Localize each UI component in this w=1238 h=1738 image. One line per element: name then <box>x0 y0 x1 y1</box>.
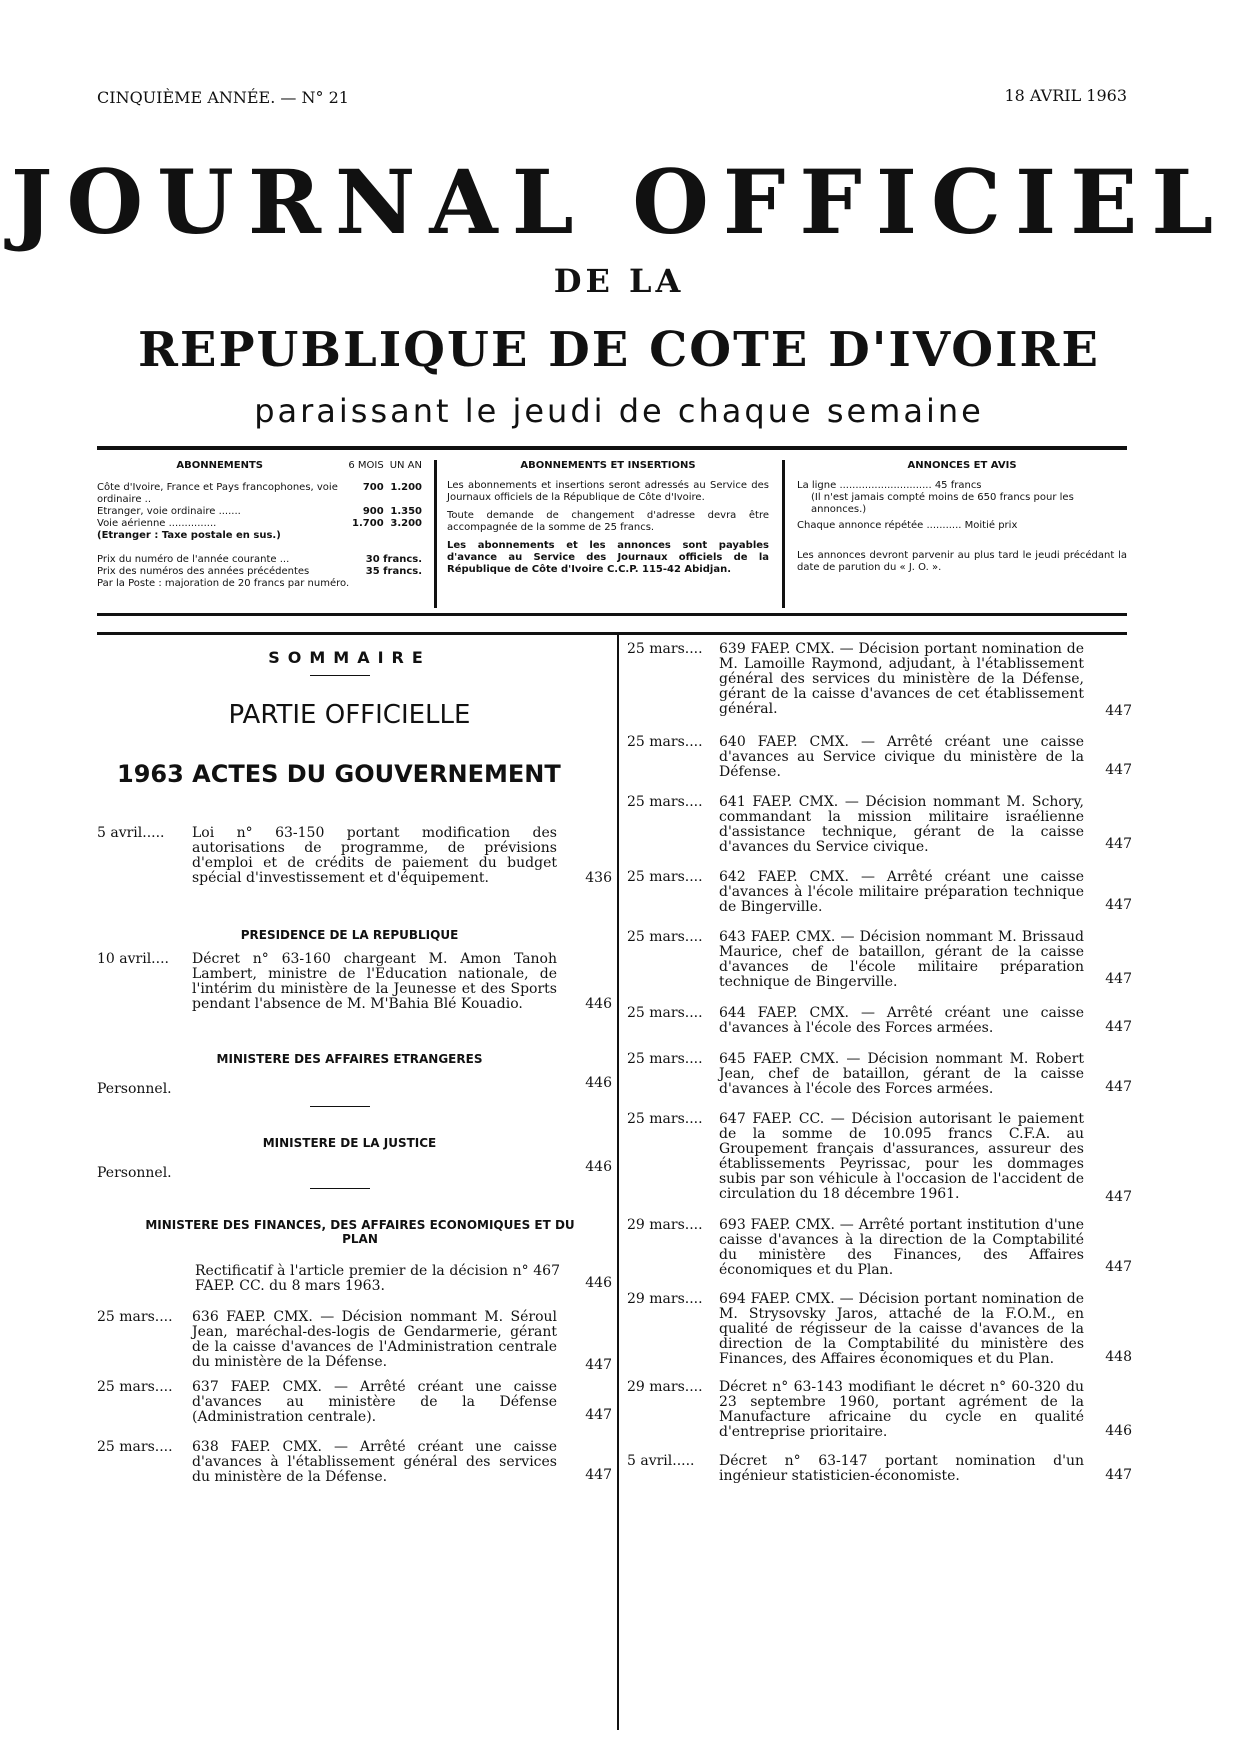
entry-page: 447 <box>1105 1259 1132 1275</box>
entry-text: 644 FAEP. CMX. — Arrêté créant une caisse d'avances à l'école des Forces armées. <box>719 1005 1084 1036</box>
entry-text: Rectificatif à l'article premier de la décision n° 467 FAEP. CC. du 8 mars 1963. <box>195 1263 560 1294</box>
entry-page: 436 <box>585 870 612 886</box>
issue-date: 18 AVRIL 1963 <box>1004 86 1127 105</box>
entry-date: 25 mars.... <box>627 1111 703 1127</box>
divider <box>310 675 370 676</box>
entry-date: 25 mars.... <box>97 1439 173 1455</box>
entry-date: 29 mars.... <box>627 1291 703 1307</box>
entry-page: 446 <box>585 1075 612 1091</box>
entry-text: Décret n° 63-143 modifiant le décret n° 60-320 du 23 septembre 1960, portant agrément de la Manufacture africaine du cycle en qualité d'entreprise prioritaire. <box>719 1379 1084 1440</box>
one-year-heading: UN AN <box>389 460 422 471</box>
section-heading: MINISTERE DES FINANCES, DES AFFAIRES ECONOMIQUES ET DU PLAN <box>145 1218 575 1246</box>
entry-page: 446 <box>1105 1423 1132 1439</box>
entry-text: 637 FAEP. CMX. — Arrêté créant une caisse d'avances au ministère de la Défense (Administration centrale). <box>192 1379 557 1425</box>
six-months-heading: 6 MOIS <box>348 460 384 471</box>
entry-page: 447 <box>585 1467 612 1483</box>
row-six: 700 <box>362 482 384 493</box>
entry-text: Décret n° 63-147 portant nomination d'un ingénieur statisticien-économiste. <box>719 1453 1084 1484</box>
price-value: 30 francs. <box>365 554 422 565</box>
entry-page: 447 <box>1105 1019 1132 1035</box>
entry-text: Loi n° 63-150 portant modification des autorisations de programme, de prévisions d'emploi et de crédits de paiement du budget spécial d'investissement et d'équipement. <box>192 825 557 886</box>
sommaire-heading: SOMMAIRE <box>268 648 431 667</box>
info-divider <box>782 460 785 608</box>
table-row <box>97 482 422 506</box>
entry-date: 29 mars.... <box>627 1217 703 1233</box>
entry-date: 25 mars.... <box>627 734 703 750</box>
subscription-table <box>97 460 422 590</box>
subscriptions-column <box>97 460 422 610</box>
entry-date: 25 mars.... <box>97 1379 173 1395</box>
entry-text: 640 FAEP. CMX. — Arrêté créant une caisse d'avances au Service civique du ministère de la Défense. <box>719 734 1084 780</box>
entry-text: 641 FAEP. CMX. — Décision nommant M. Schory, commandant la mission militaire israélienne d'assistance technique, gérant de la caisse d'avances du Service civique. <box>719 794 1084 855</box>
section-heading: MINISTERE DES AFFAIRES ETRANGERES <box>216 1052 483 1066</box>
entry-page: 446 <box>585 996 612 1012</box>
insertions-p3: Les abonnements et les annonces sont payables d'avance au Service des Journaux officiels de la République de Côte d'Ivoire C.C.P. 115-42 Abidjan. <box>447 540 769 575</box>
entry-text: 643 FAEP. CMX. — Décision nommant M. Brissaud Maurice, chef de bataillon, gérant de la caisse d'avances de l'école militaire préparation technique de Bingerville. <box>719 929 1084 990</box>
entry-page: 447 <box>1105 762 1132 778</box>
postage-note: (Etranger : Taxe postale en sus.) <box>97 530 281 541</box>
entry-text: 636 FAEP. CMX. — Décision nommant M. Séroul Jean, maréchal-des-logis de Gendarmerie, gérant de la caisse d'avances de l'Administration centrale du ministère de la Défense. <box>192 1309 557 1370</box>
insertions-column <box>447 460 769 610</box>
entry-date: 29 mars.... <box>627 1379 703 1395</box>
entry-page: 446 <box>585 1159 612 1175</box>
entry-page: 447 <box>585 1407 612 1423</box>
price-label: Prix du numéro de l'année courante ... <box>97 554 290 565</box>
announcements-column <box>797 460 1127 610</box>
actes-heading: 1963 ACTES DU GOUVERNEMENT <box>117 760 561 788</box>
row-year: 1.350 <box>390 506 422 517</box>
row-year: 3.200 <box>390 518 422 529</box>
row-label: Voie aérienne ............... <box>97 518 217 529</box>
entry-text: 642 FAEP. CMX. — Arrêté créant une caisse d'avances à l'école militaire préparation technique de Bingerville. <box>719 869 1084 915</box>
entry-text: 638 FAEP. CMX. — Arrêté créant une caisse d'avances à l'établissement général des services du ministère de la Défense. <box>192 1439 557 1485</box>
ann-deadline: Les annonces devront parvenir au plus tard le jeudi précédant la date de parution du « J. O. ». <box>797 550 1127 573</box>
insertions-p1: Les abonnements et insertions seront adressés au Service des Journaux officiels de la République de Côte d'Ivoire. <box>447 480 769 503</box>
issue-number: CINQUIÈME ANNÉE. — N° 21 <box>97 88 349 107</box>
insertions-p2: Toute demande de changement d'adresse devra être accompagnée de la somme de 25 francs. <box>447 510 769 533</box>
table-row <box>97 518 422 530</box>
price-label: Prix des numéros des années précédentes <box>97 566 310 577</box>
row-six: 1.700 <box>352 518 384 529</box>
entry-date: 10 avril.... <box>97 951 169 967</box>
subscription-info-box <box>97 460 1127 610</box>
entry-page: 447 <box>1105 703 1132 719</box>
table-row <box>97 566 422 578</box>
title-de-la: DE LA <box>553 262 685 300</box>
table-row <box>97 578 422 590</box>
divider <box>310 1188 370 1189</box>
publication-frequency: paraissant le jeudi de chaque semaine <box>254 392 984 430</box>
announcements-heading: ANNONCES ET AVIS <box>907 460 1017 471</box>
entry-text: Personnel. <box>97 1081 172 1097</box>
entry-page: 447 <box>1105 1079 1132 1095</box>
info-divider <box>434 460 437 608</box>
entry-text: 639 FAEP. CMX. — Décision portant nomination de M. Lamoille Raymond, adjudant, à l'établissement général des services du ministère de la Défense, gérant de la caisse d'avances de cet établissement général. <box>719 641 1084 717</box>
row-label: Etranger, voie ordinaire ....... <box>97 506 241 517</box>
table-row <box>97 554 422 566</box>
entry-date: 25 mars.... <box>627 641 703 657</box>
content-top-rule <box>97 632 1127 635</box>
entry-date: 5 avril..... <box>97 825 165 841</box>
info-bottom-rule <box>97 613 1127 616</box>
price-value: 35 francs. <box>365 566 422 577</box>
ann-minimum: (Il n'est jamais compté moins de 650 francs pour les annonces.) <box>811 492 1074 515</box>
entry-text: 645 FAEP. CMX. — Décision nommant M. Robert Jean, chef de bataillon, gérant de la caisse d'avances à l'école des Forces armées. <box>719 1051 1084 1097</box>
entry-page: 447 <box>585 1357 612 1373</box>
entry-page: 447 <box>1105 836 1132 852</box>
row-label: Côte d'Ivoire, France et Pays francophones, voie ordinaire .. <box>97 482 338 505</box>
entry-text: 694 FAEP. CMX. — Décision portant nomination de M. Strysovsky Jaros, attaché de la F.O.M., en qualité de régisseur de la caisse d'avances de la direction de la Comptabilité du ministère des Finances, des Affaires économiques et du Plan. <box>719 1291 1084 1367</box>
entry-date: 25 mars.... <box>627 929 703 945</box>
entry-text: 647 FAEP. CC. — Décision autorisant le paiement de la somme de 10.095 francs C.F.A. au Groupement français d'assurances, assureur des établissements Peyrissac, pour les dommages subis par son véhicule à l'occasion de l'accident de circulation du 18 décembre 1961. <box>719 1111 1084 1202</box>
entry-page: 447 <box>1105 971 1132 987</box>
section-heading: PRESIDENCE DE LA REPUBLIQUE <box>240 928 459 942</box>
divider <box>310 1106 370 1107</box>
entry-page: 447 <box>1105 897 1132 913</box>
entry-page: 447 <box>1105 1467 1132 1483</box>
price-label: Par la Poste : majoration de 20 francs par numéro. <box>97 578 350 589</box>
entry-page: 448 <box>1105 1349 1132 1365</box>
entry-date: 5 avril..... <box>627 1453 695 1469</box>
info-top-rule <box>97 446 1127 450</box>
table-row <box>97 506 422 518</box>
entry-text: Décret n° 63-160 chargeant M. Amon Tanoh Lambert, ministre de l'Education nationale, de l'intérim du ministère de la Jeunesse et des Sports pendant l'absence de M. M'Bahia Blé Kouadio. <box>192 951 557 1012</box>
entry-date: 25 mars.... <box>627 794 703 810</box>
subscriptions-heading: ABONNEMENTS <box>176 460 263 471</box>
entry-date: 25 mars.... <box>627 1005 703 1021</box>
entry-page: 446 <box>585 1275 612 1291</box>
entry-date: 25 mars.... <box>627 869 703 885</box>
journal-title: JOURNAL OFFICIEL <box>10 150 1228 254</box>
row-six: 900 <box>362 506 384 517</box>
entry-text: 693 FAEP. CMX. — Arrêté portant institution d'une caisse d'avances à la direction de la Comptabilité du ministère des Finances, des Affaires économiques et du Plan. <box>719 1217 1084 1278</box>
ann-repeat: Chaque annonce répétée ........... Moitié prix <box>797 520 1018 531</box>
column-divider <box>617 632 619 1730</box>
entry-text: Personnel. <box>97 1165 172 1181</box>
insertions-heading: ABONNEMENTS ET INSERTIONS <box>520 460 696 471</box>
entry-date: 25 mars.... <box>97 1309 173 1325</box>
section-heading: MINISTERE DE LA JUSTICE <box>262 1136 437 1150</box>
entry-date: 25 mars.... <box>627 1051 703 1067</box>
republic-name: REPUBLIQUE DE COTE D'IVOIRE <box>137 322 1101 378</box>
row-year: 1.200 <box>390 482 422 493</box>
entry-page: 447 <box>1105 1189 1132 1205</box>
partie-officielle: PARTIE OFFICIELLE <box>228 700 471 730</box>
ann-line-price: La ligne ............................. 45 francs <box>797 480 982 491</box>
